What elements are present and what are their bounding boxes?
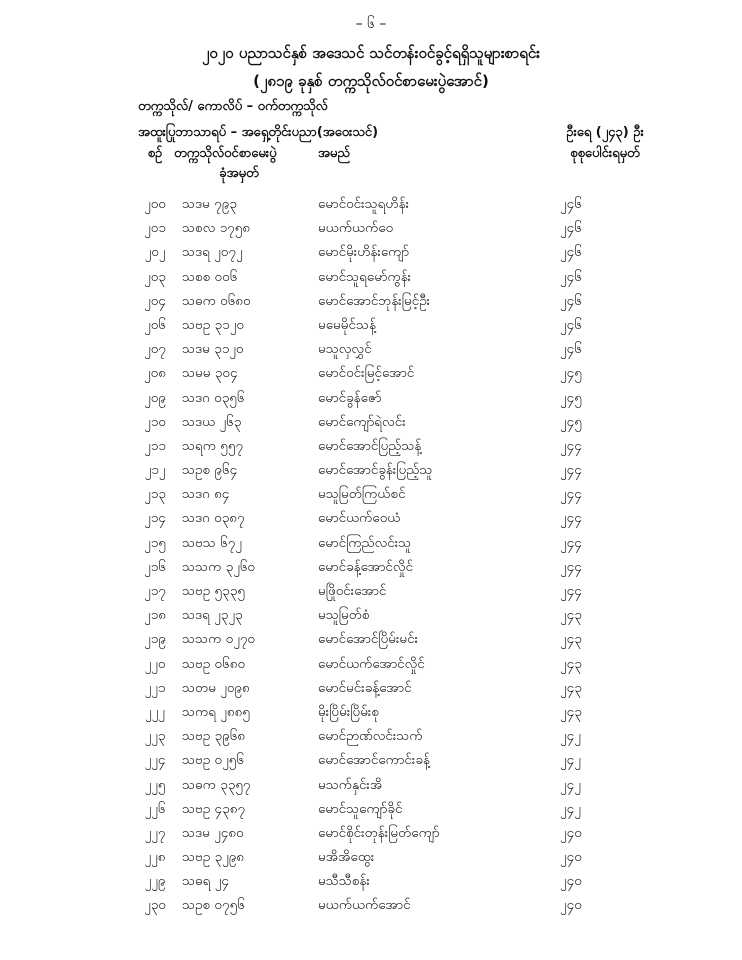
student-name: မောင်ခွန်ဇော် xyxy=(318,389,382,406)
table-row xyxy=(0,192,742,216)
student-name: မောင်အောင်ကောင်းခန့် xyxy=(318,752,430,769)
student-name: မသီသီစန်း xyxy=(318,873,370,890)
student-name: မယက်ယက်အောင် xyxy=(318,897,411,914)
total-marks: ၂၄၄ xyxy=(560,510,582,527)
table-row xyxy=(0,676,742,700)
total-marks: ၂၄၆ xyxy=(560,316,582,333)
roll-number: သဗဥ ၃၁၂၀ xyxy=(182,316,244,333)
roll-number: သဓက ၃၃၅၇ xyxy=(182,776,251,793)
document-subtitle: (၂၈၁၉ ခုနှစ် တက္ကသိုလ်ဝင်စာမေးပွဲအောင်) xyxy=(253,72,489,90)
results-table xyxy=(0,192,742,918)
roll-number: သသက ၃၂၆၀ xyxy=(182,558,256,575)
student-name: မောင်အောင်ပြိမ်းမင်း xyxy=(318,631,419,648)
row-number: ၂၁၀ xyxy=(144,413,166,430)
student-name: မောင်ကြည်လင်းသူ xyxy=(318,534,412,551)
total-marks: ၂၄၄ xyxy=(560,486,582,503)
student-name: မောင်ယက်အောင်လှိုင် xyxy=(318,655,425,672)
row-number: ၂၁၃ xyxy=(144,486,166,503)
page-number: – ၆ – xyxy=(355,16,387,32)
row-number: ၂၂၁ xyxy=(144,679,166,696)
column-header-roll-sub: ခုံအမှတ် xyxy=(219,166,259,181)
total-marks: ၂၄၂ xyxy=(560,776,581,793)
total-marks: ၂၄၀ xyxy=(560,849,582,866)
row-number: ၂၀၀ xyxy=(144,196,166,212)
total-marks: ၂၄၂ xyxy=(560,800,581,817)
student-name: မောင်အောင်ဘုန်းမြင့်ဦး xyxy=(318,292,431,309)
row-number: ၂၁၁ xyxy=(144,437,166,454)
row-number: ၂၀၇ xyxy=(144,341,166,358)
student-name: မောင်အောင်ပြည့်သန့် xyxy=(318,437,422,454)
column-header-no: စဉ် xyxy=(147,146,163,161)
total-marks: ၂၄၄ xyxy=(560,462,582,479)
roll-number: သရက ၅၅၇ xyxy=(182,437,244,454)
row-number: ၂၀၈ xyxy=(144,365,166,382)
table-row xyxy=(0,893,742,917)
roll-number: သဒရ ၂၀၇၂ xyxy=(182,244,243,261)
row-number: ၂၁၇ xyxy=(144,583,166,599)
table-row xyxy=(0,216,742,240)
roll-number: သဥစ ၉၆၄ xyxy=(182,462,238,479)
table-row xyxy=(0,386,742,410)
total-marks: ၂၄၃ xyxy=(560,703,582,720)
table-row xyxy=(0,700,742,724)
column-header-marks: စုစုပေါင်းရမှတ် xyxy=(570,146,640,161)
roll-number: သဒဂ ၀၃၅၆ xyxy=(182,389,245,406)
student-name: မောင်ခန့်အောင်လှိုင် xyxy=(318,558,414,575)
total-marks: ၂၄၅ xyxy=(560,413,582,430)
total-marks: ၂၄၅ xyxy=(560,365,582,382)
student-name: မအိအိထွေး xyxy=(318,849,375,866)
student-name: မောင်မိုးဟိန်းကျော် xyxy=(318,244,410,261)
table-row xyxy=(0,821,742,845)
table-row xyxy=(0,337,742,361)
row-number: ၂၀၃ xyxy=(144,268,166,285)
student-name: မောင်အောင်ခွန်းပြည့်သူ xyxy=(318,462,433,479)
row-number: ၂၂၉ xyxy=(144,873,166,890)
student-name: မယက်ယက်ဝေ xyxy=(318,220,394,237)
roll-number: သဓရ ၂၄ xyxy=(182,873,229,890)
table-row xyxy=(0,265,742,289)
roll-number: သဗဥ ၄၃၈၇ xyxy=(182,800,246,817)
column-header-name: အမည် xyxy=(318,146,350,161)
student-name: မသူလှလွှင် xyxy=(318,341,372,358)
roll-number: သစလ ၁၇၅၈ xyxy=(182,220,251,237)
row-number: ၂၁၂ xyxy=(144,462,166,479)
table-row xyxy=(0,652,742,676)
student-name: မောင်စိုင်းတုန်းမြတ်ကျော် xyxy=(318,824,440,841)
student-name: မိုးပြိမ်းပြိမ်းစု xyxy=(318,703,379,720)
roll-number: သသက ၀၂၇၀ xyxy=(182,631,256,648)
table-row xyxy=(0,289,742,313)
table-row xyxy=(0,724,742,748)
specialization-line: အထူးပြုဘာသာရပ် – အရှေ့တိုင်းပညာ(အဝေးသင်) xyxy=(138,125,379,140)
table-row xyxy=(0,313,742,337)
student-name: မောင်ကျော်ရဲလင်း xyxy=(318,413,406,430)
row-number: ၂၁၆ xyxy=(144,558,166,575)
student-name: မဖြိုဝင်းအောင် xyxy=(318,583,387,599)
university-line: တက္ကသိုလ်/ ကောလိပ် – ဝက်တက္ကသိုလ် xyxy=(138,99,328,114)
table-row xyxy=(0,773,742,797)
student-name: မမေမိုင်သန့် xyxy=(318,316,376,333)
total-marks: ၂၄၃ xyxy=(560,655,582,672)
total-marks: ၂၄၆ xyxy=(560,268,582,285)
table-row xyxy=(0,869,742,893)
row-number: ၂၂၅ xyxy=(144,776,166,793)
total-marks: ၂၄၃ xyxy=(560,607,582,624)
total-marks: ၂၄၄ xyxy=(560,534,582,551)
total-marks: ၂၄၆ xyxy=(560,220,582,237)
total-marks: ၂၄၆ xyxy=(560,292,582,309)
row-number: ၂၂၂ xyxy=(145,703,165,720)
row-number: ၂၃၀ xyxy=(144,897,166,914)
roll-number: သဒရ ၂၃၂၃ xyxy=(182,607,243,624)
roll-number: သဓက ၀၆၈၀ xyxy=(182,292,251,309)
table-row xyxy=(0,458,742,482)
row-number: ၂၀၆ xyxy=(144,316,166,333)
roll-number: သစစ ၀၀၆ xyxy=(182,268,238,285)
row-number: ၂၂၆ xyxy=(144,800,166,817)
student-name: မသူမြတ်ကြယ်စင် xyxy=(318,486,406,503)
total-marks: ၂၄၅ xyxy=(560,389,582,406)
roll-number: သဒဂ ၈၄ xyxy=(182,486,230,503)
roll-number: သတမ ၂၀၉၈ xyxy=(182,679,250,696)
table-row xyxy=(0,603,742,627)
total-marks: ၂၄၆ xyxy=(560,341,582,358)
roll-number: သကရ ၂၈၈၅ xyxy=(182,703,250,720)
roll-number: သဒမ ၇၉၃ xyxy=(182,196,237,212)
table-row xyxy=(0,506,742,530)
row-number: ၂၁၈ xyxy=(144,607,166,624)
total-marks: ၂၄၀ xyxy=(560,873,582,890)
student-name: မသူမြတ်စံ xyxy=(318,607,370,624)
student-name: မောင်ယက်ဝေယံ xyxy=(318,510,401,527)
total-marks: ၂၄၃ xyxy=(560,631,582,648)
student-name: မောင်ဝင်းသူရဟိန်း xyxy=(318,196,410,212)
headcount-label: ဦးရေ (၂၄၃) ဦး xyxy=(566,125,644,140)
roll-number: သဗသ ၆၇၂ xyxy=(182,534,242,551)
row-number: ၂၀၉ xyxy=(144,389,166,406)
column-header-roll: တက္ကသိုလ်ဝင်စာမေးပွဲ xyxy=(174,146,277,161)
row-number: ၂၀၁ xyxy=(144,220,166,237)
roll-number: သဒယ ၂၆၃ xyxy=(182,413,242,430)
row-number: ၂၁၄ xyxy=(144,510,166,527)
table-row xyxy=(0,555,742,579)
total-marks: ၂၄၂ xyxy=(560,728,581,745)
student-name: မောင်မင်းခန့်အောင် xyxy=(318,679,412,696)
total-marks: ၂၄၃ xyxy=(560,679,582,696)
total-marks: ၂၄၄ xyxy=(560,558,582,575)
total-marks: ၂၄၀ xyxy=(560,824,582,841)
total-marks: ၂၄၄ xyxy=(560,583,582,599)
total-marks: ၂၄၂ xyxy=(560,752,581,769)
row-number: ၂၂၈ xyxy=(144,849,166,866)
roll-number: သဒမ ၃၁၂၀ xyxy=(182,341,244,358)
roll-number: သဗဥ ၃၉၆၈ xyxy=(182,728,246,745)
roll-number: သမမ ၃၀၄ xyxy=(182,365,238,382)
row-number: ၂၂၀ xyxy=(144,655,166,672)
roll-number: သဗဥ ၅၃၃၅ xyxy=(182,583,245,599)
roll-number: သဥစ ၀၇၅၆ xyxy=(182,897,245,914)
total-marks: ၂၄၆ xyxy=(560,196,582,212)
total-marks: ၂၄၄ xyxy=(560,437,582,454)
table-row xyxy=(0,845,742,869)
student-name: မောင်ဉာဏ်လင်းသက် xyxy=(318,728,423,745)
roll-number: သဒဂ ၀၃၈၇ xyxy=(182,510,245,527)
row-number: ၂၀၄ xyxy=(144,292,166,309)
table-row xyxy=(0,410,742,434)
table-row xyxy=(0,531,742,555)
row-number: ၂၁၉ xyxy=(144,631,166,648)
roll-number: သဒမ ၂၄၈၀ xyxy=(182,824,244,841)
row-number: ၂၂၇ xyxy=(144,824,166,841)
table-row xyxy=(0,627,742,651)
table-row xyxy=(0,579,742,603)
roll-number: သဗဥ ၀၂၅၆ xyxy=(182,752,244,769)
row-number: ၂၀၂ xyxy=(144,244,166,261)
table-row xyxy=(0,361,742,385)
table-row xyxy=(0,434,742,458)
row-number: ၂၂၃ xyxy=(144,728,166,745)
roll-number: သဗဥ ၀၆၈၀ xyxy=(182,655,246,672)
table-row xyxy=(0,482,742,506)
roll-number: သဗဥ ၃၂၉၈ xyxy=(182,849,245,866)
student-name: မသက်နှင်းအိ xyxy=(318,776,383,793)
total-marks: ၂၄၀ xyxy=(560,897,582,914)
student-name: မောင်ဝင်းမြင့်အောင် xyxy=(318,365,415,382)
table-row xyxy=(0,748,742,772)
row-number: ၂၂၄ xyxy=(144,752,166,769)
table-row xyxy=(0,240,742,264)
student-name: မောင်သူရမော်ကွန်း xyxy=(318,268,412,285)
row-number: ၂၁၅ xyxy=(144,534,166,551)
total-marks: ၂၄၆ xyxy=(560,244,582,261)
student-name: မောင်သူကျော်ခိုင် xyxy=(318,800,403,817)
table-row xyxy=(0,797,742,821)
document-title: ၂၀၂၀ ပညာသင်နှစ် အဒေသင် သင်တန်းဝင်ခွင့်ရရှိသူများစာရင်း xyxy=(202,44,540,62)
